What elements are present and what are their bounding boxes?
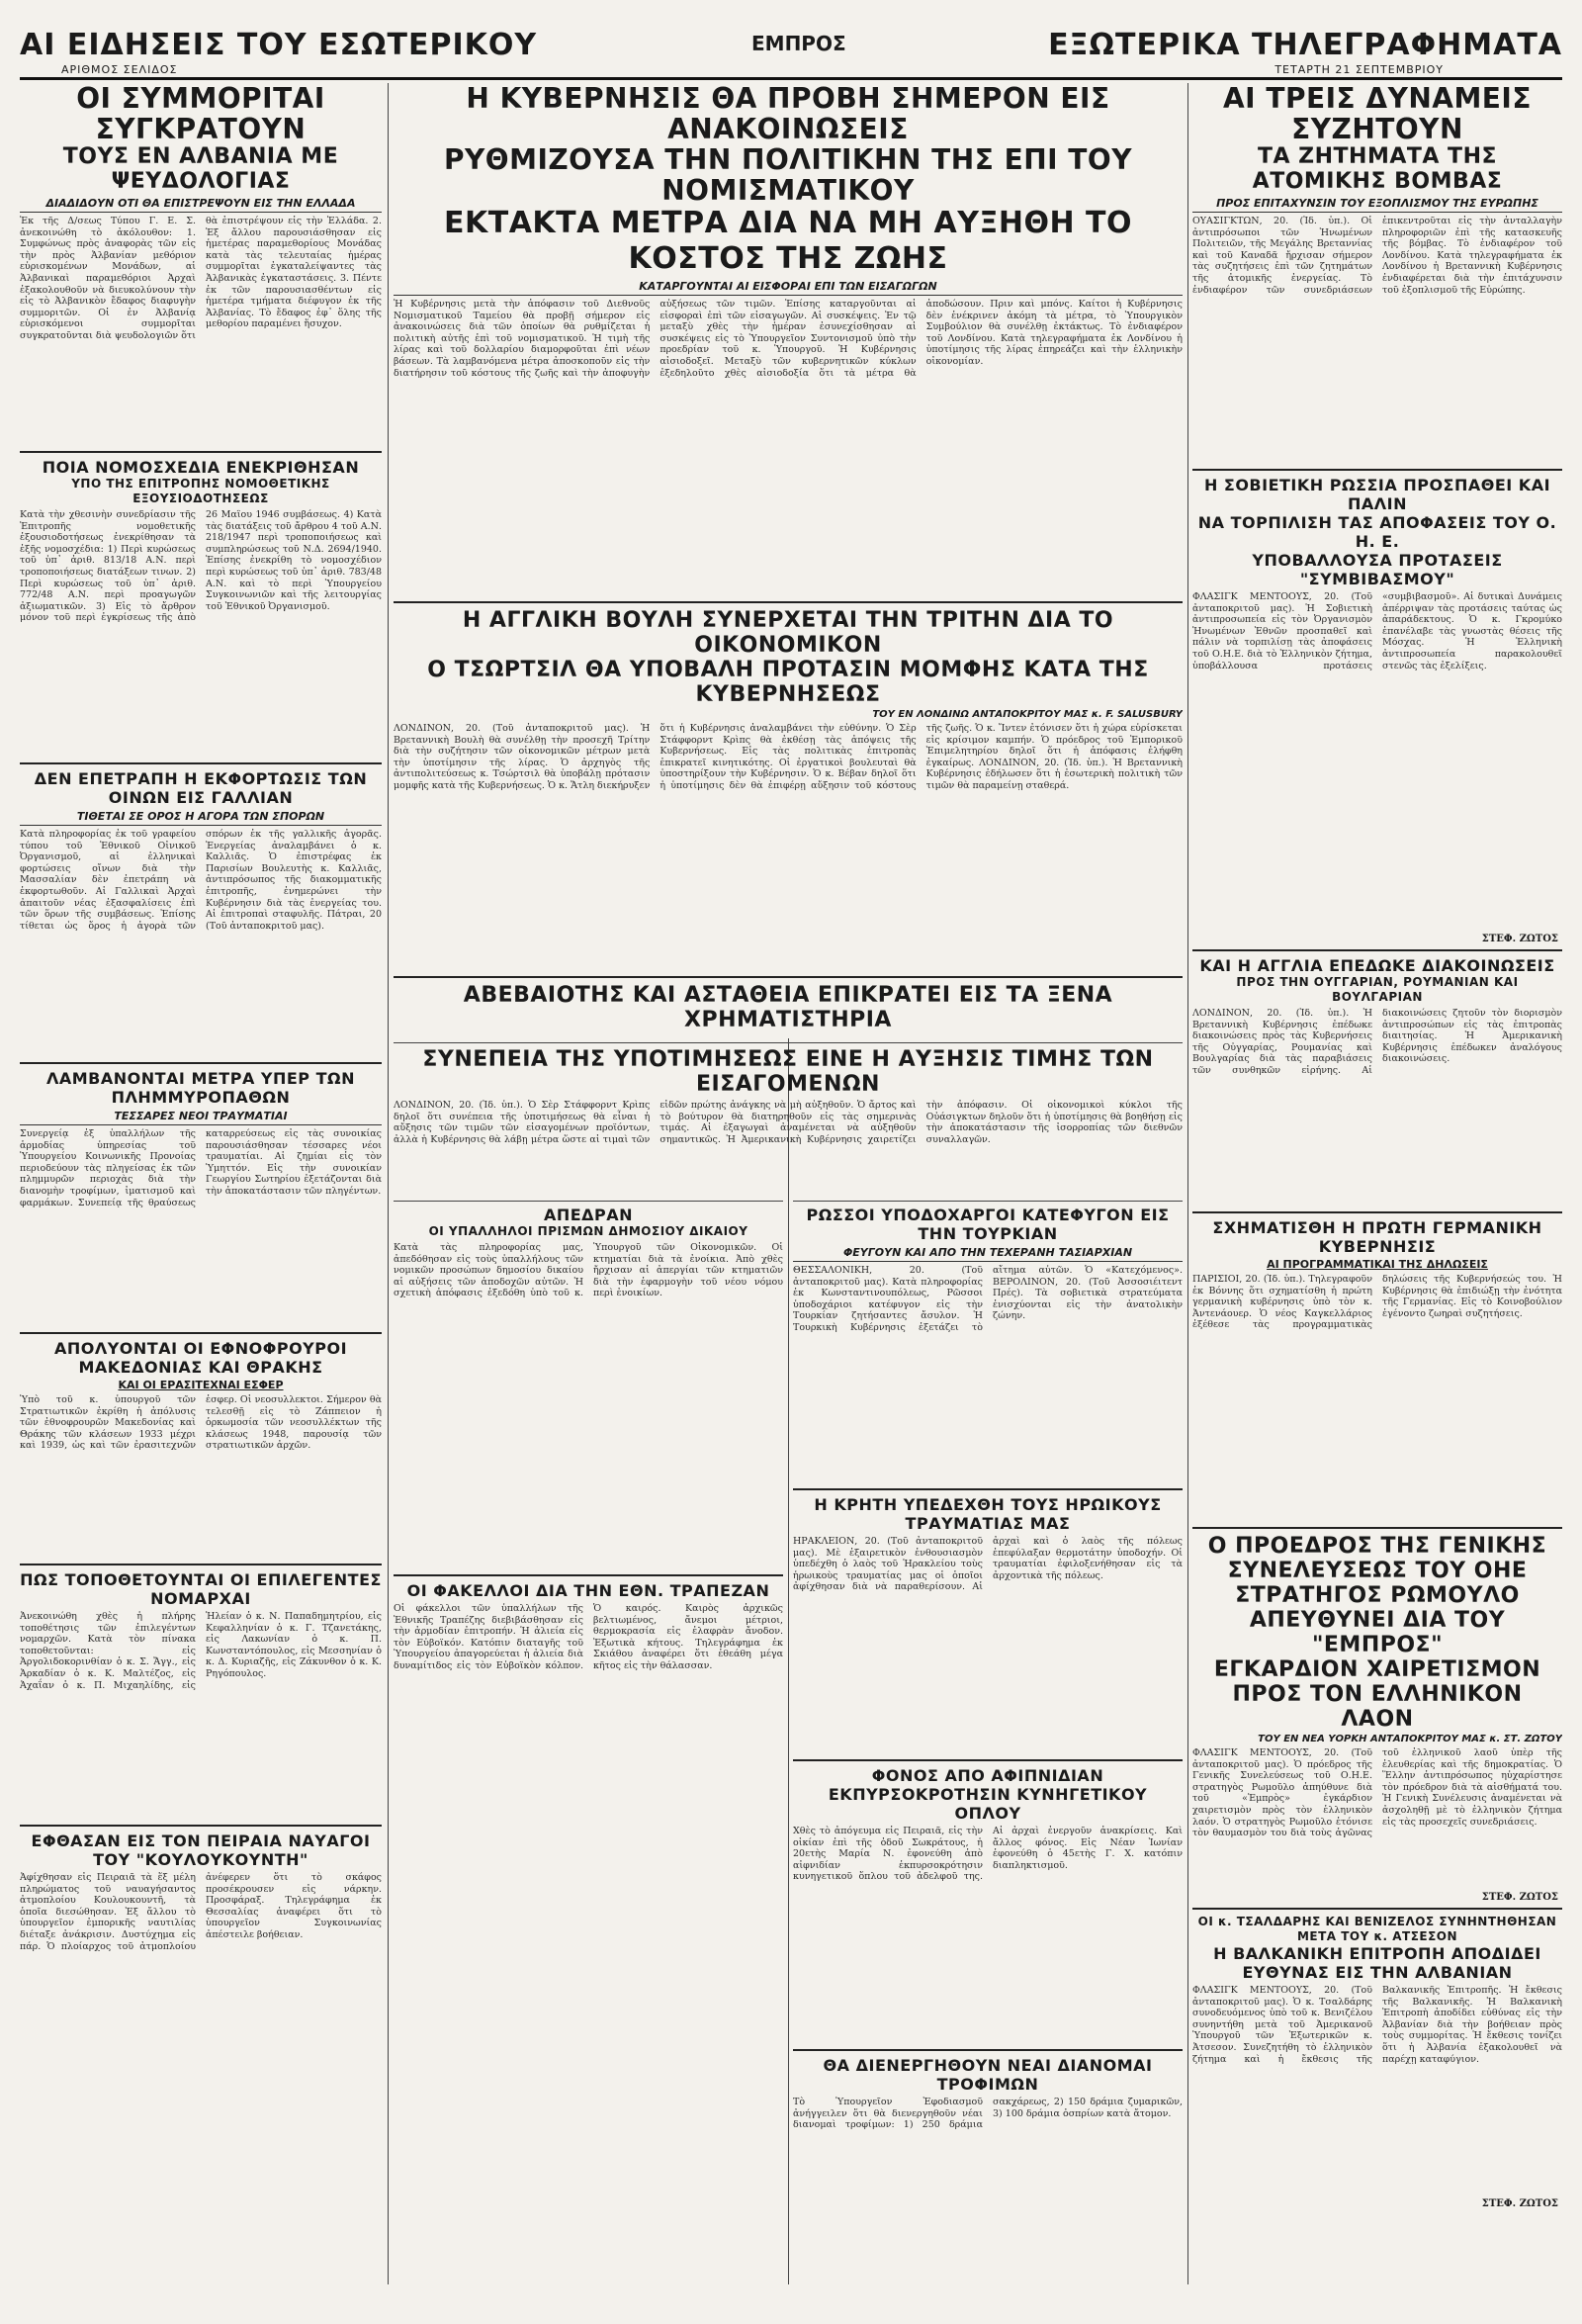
article-body: Κατὰ τὰς πληροφορίας μας, ἀπεδόθησαν εἰς τοὺς ὑπαλλήλους τῶν νομικῶν προσώπων δημοσίου δικαίου αἱ αὐξήσεις τῶν ἀποδοχῶν αὐτῶν. Ἡ σχετικὴ ἀπόφασις ἐξεδόθη ὑπὸ τοῦ κ. Ὑπουργοῦ τῶν Οἰκονομικῶν. Οἱ κτηματίαι διὰ τὰ ἐνοίκια. Ἀπὸ χθὲς ἤρχισαν αἱ ἀπεργίαι τῶν κτηματιῶν διὰ τὴν ἐφαρμογὴν τοῦ νέου νόμου περὶ ἐνοικίων.: [394, 1242, 783, 1299]
article-body: ΗΡΑΚΛΕΙΟΝ, 20. (Τοῦ ἀνταποκριτοῦ μας). Μὲ ἐξαιρετικὸν ἐνθουσιασμὸν ὑπεδέχθη ὁ λαὸς τοῦ Ἡρακλείου τοὺς ἡρωικοὺς τραυματίας μας οἱ ὁποῖοι ἀφίχθησαν διὰ νὰ παραθερίσουν. Αἱ ἀρχαὶ καὶ ὁ λαὸς τῆς πόλεως ἐπεφύλαξαν θερμοτάτην ὑποδοχήν. Οἱ τραυματίαι ἐφιλοξενήθησαν εἰς τὰ ἀρχοντικὰ τῆς πόλεως.: [793, 1536, 1183, 1593]
headline: ΕΓΚΑΡΔΙΟΝ ΧΑΙΡΕΤΙΣΜΟΝ ΠΡΟΣ ΤΟΝ ΕΛΛΗΝΙΚΟΝ ΛΑΟΝ: [1213, 1657, 1541, 1732]
article-body: ΘΕΣΣΑΛΟΝΙΚΗ, 20. (Τοῦ ἀνταποκριτοῦ μας). Κατὰ πληροφορίας ἐκ Κωνσταντινουπόλεως, Ρῶσσοι ὑποδοχάριοι κατέφυγον εἰς τὴν Τουρκίαν ζητήσαντες ἄσυλον. Ἡ Τουρκικὴ Κυβέρνησις ἐξετάζει τὸ αἴτημα αὐτῶν. Ὁ «Κατεχόμενος». ΒΕΡΟΛΙΝΟΝ, 20. (Τοῦ Ἀσσοσιέιτεντ Πρές). Τὰ σοβιετικὰ στρατεύματα ἐνισχύονται εἰς τὴν ἀνατολικὴν ζώνην.: [793, 1265, 1183, 1333]
lead-headline: ΕΚΤΑΚΤΑ ΜΕΤΡΑ ΔΙΑ ΝΑ ΜΗ ΑΥΞΗΘΗ ΤΟ ΚΟΣΤΟΣ ΤΗΣ ΖΩΗΣ: [444, 206, 1132, 276]
article-divider: [1192, 1908, 1562, 1910]
article-body: ΛΟΝΔΙΝΟΝ, 20. (Τοῦ ἀνταποκριτοῦ μας). Ἡ Βρεταννικὴ Βουλὴ θὰ συνέλθῃ τὴν προσεχῆ Τρίτην διὰ τὴν συζήτησιν τῶν οἰκονομικῶν μέτρων μετὰ τὴν ὑποτίμησιν τῆς λίρας. Ὁ ἀρχηγὸς τῆς ἀντιπολιτεύσεως κ. Τσώρτσιλ θὰ ὑποβάλῃ πρότασιν μομφῆς κατὰ τῆς Κυβερνήσεως. Ὁ κ. Ἄτλη διεκήρυξεν ὅτι ἡ Κυβέρνησις ἀναλαμβάνει τὴν εὐθύνην. Ὁ Σὲρ Στάφφορντ Κρὶπς θὰ ἐκθέσῃ τὰς ἀπόψεις τῆς Κυβερνήσεως. Εἰς τὰς πολιτικὰς ἐπιτροπὰς ἐπικρατεῖ κινητικότης. Οἱ ἐργατικοὶ βουλευταὶ θὰ ὑποστηρίξουν τὴν Κυβέρνησιν. Ὁ κ. Βέβαν δηλοῖ ὅτι ἡ ὑποτίμησις δὲν θὰ ἐπιφέρῃ αὔξησιν τοῦ κόστους τῆς ζωῆς. Ὁ κ. Ἴντεν ἐτόνισεν ὅτι ἡ χώρα εὑρίσκεται εἰς κρίσιμον καμπήν. Ὁ πρόεδρος τοῦ Ἐμπορικοῦ Ἐπιμελητηρίου δηλοῖ ὅτι ἡ ἀπόφασις ἐλήφθη ἐγκαίρως. ΛΟΝΔΙΝΟΝ, 20. (Ἰδ. ὑπ.). Ἡ Βρεταννικὴ Κυβέρνησις ἐδήλωσεν ὅτι ἡ ἐσωτερικὴ πολιτικὴ τῶν τιμῶν θὰ παραμείνῃ σταθερά.: [394, 723, 1183, 791]
headline: ΝΑ ΤΟΡΠΙΛΙΣΗ ΤΑΣ ΑΠΟΦΑΣΕΙΣ ΤΟΥ Ο. Η. Ε.: [1197, 513, 1557, 551]
headline: ΟΙ κ. ΤΣΑΛΔΑΡΗΣ ΚΑΙ ΒΕΝΙΖΕΛΟΣ ΣΥΝΗΝΤΗΘΗΣΑΝ ΜΕΤΑ ΤΟΥ κ. ΑΤΣΕΣΟΝ: [1197, 1915, 1557, 1943]
subheadline: ΤΕΣΣΑΡΕΣ ΝΕΟΙ ΤΡΑΥΜΑΤΙΑΙ: [20, 1110, 382, 1125]
article-body: ΦΛΑΣΙΓΚ ΜΕΝΤΟΟΥΣ, 20. (Τοῦ ἀνταποκριτοῦ μας). Ἡ Σοβιετικὴ ἀντιπροσωπεία εἰς τὸν Ὀργανισμὸν Ἡνωμένων Ἐθνῶν προσπαθεῖ καὶ πάλιν νὰ τορπιλίσῃ τὰς ἀποφάσεις τοῦ Ο.Η.Ε. διὰ τὸ Ἑλληνικὸν ζήτημα, ὑποβάλλουσα προτάσεις «συμβιβασμοῦ». Αἱ δυτικαὶ Δυνάμεις ἀπέρριψαν τὰς προτάσεις ταύτας ὡς ἀπαράδεκτους. Ὁ κ. Γκρομύκο ἐπανέλαβε τὰς γνωστὰς θέσεις τῆς Μόσχας. Ἡ Ἑλληνικὴ ἀντιπροσωπεία παρακολουθεῖ στενῶς τὰς ἐξελίξεις.: [1192, 591, 1562, 671]
author-signature: ΣΤΕΦ. ΖΩΤΟΣ: [1481, 2198, 1558, 2209]
headline: ΛΑΜΒΑΝΟΝΤΑΙ ΜΕΤΡΑ ΥΠΕΡ ΤΩΝ ΠΛΗΜΜΥΡΟΠΑΘΩΝ: [45, 1069, 356, 1107]
headline: ΠΡΟΣ ΤΗΝ ΟΥΓΓΑΡΙΑΝ, ΡΟΥΜΑΝΙΑΝ ΚΑΙ ΒΟΥΛΓΑΡΙΑΝ: [1236, 975, 1519, 1004]
article-body: Ἀφίχθησαν εἰς Πειραιᾶ τὰ ἕξ μέλη πληρώματος τοῦ ναυαγήσαντος ἀτμοπλοίου Κουλουκουντῆ, τὰ ὁποῖα διεσώθησαν. Ἐξ ἄλλου τὸ ὑπουργεῖον ἐμπορικῆς ναυτιλίας διέταξε ἀνάκρισιν. Δυστύχημα εἰς πάρ. Ὁ πλοίαρχος τοῦ ἀτμοπλοίου ἀνέφερεν ὅτι τὸ σκάφος προσέκρουσεν εἰς νάρκην. Προσφάραξ. Τηλεγράφημα ἐκ Θεσσαλίας ἀναφέρει ὅτι τὸ ὑπουργεῖον Συγκοινωνίας ἀπέστειλε βοήθειαν.: [20, 1872, 382, 1952]
headline: ΚΑΙ Η ΑΓΓΛΙΑ ΕΠΕΔΩΚΕ ΔΙΑΚΟΙΝΩΣΕΙΣ: [1199, 956, 1555, 975]
headline: ΕΦΘΑΣΑΝ ΕΙΣ ΤΟΝ ΠΕΙΡΑΙΑ ΝΑΥΑΓΟΙ ΤΟΥ "ΚΟΥΛΟΥΚΟΥΝΤΗ": [31, 1832, 371, 1869]
article-divider: [793, 2049, 1183, 2051]
headline: ΣΧΗΜΑΤΙΣΘΗ Η ΠΡΩΤΗ ΓΕΡΜΑΝΙΚΗ ΚΥΒΕΡΝΗΣΙΣ: [1212, 1218, 1542, 1256]
article-body: Συνεργείᾳ ἐξ ὑπαλλήλων τῆς ἁρμοδίας ὑπηρεσίας τοῦ Ὑπουργείου Κοινωνικῆς Προνοίας περιοδεύουν τὰς πληγείσας ἐκ τῶν πλημμυρῶν περιοχὰς διὰ τὴν διανομὴν τροφίμων, ἰματισμοῦ καὶ φαρμάκων. Συνεπείᾳ τῆς θραύσεως καταρρεύσεως εἰς τὰς συνοικίας παρουσιάσθησαν τέσσαρες νέοι τραυματίαι. Αἱ ζημίαι εἰς τὸν Ὑμηττόν. Εἰς τὴν συνοικίαν Γεωργίου Σωτηρίου ἐξετάζονται διὰ τὴν ἀποκατάστασιν τῶν πληγέντων.: [20, 1128, 382, 1208]
article-divider: [394, 1201, 783, 1202]
byline: ΤΟΥ ΕΝ ΝΕΑ ΥΟΡΚΗ ΑΝΤΑΠΟΚΡΙΤΟΥ ΜΑΣ κ. ΣΤ. ΖΩΤΟΥ: [1258, 1734, 1562, 1744]
headline: ΡΩΣΣΟΙ ΥΠΟΔΟΧΑΡΓΟΙ ΚΑΤΕΦΥΓΟΝ ΕΙΣ ΤΗΝ ΤΟΥΡΚΙΑΝ: [806, 1206, 1170, 1243]
author-signature: ΣΤΕΦ. ΖΩΤΟΣ: [1481, 1892, 1558, 1903]
headline: ΥΠΟΒΑΛΛΟΥΣΑ ΠΡΟΤΑΣΕΙΣ "ΣΥΜΒΙΒΑΣΜΟΥ": [1252, 551, 1503, 588]
headline: Η ΣΟΒΙΕΤΙΚΗ ΡΩΣΣΙΑ ΠΡΟΣΠΑΘΕΙ ΚΑΙ ΠΑΛΙΝ: [1203, 476, 1551, 513]
article-divider: [20, 1825, 382, 1827]
lead-headline: Η ΚΥΒΕΡΝΗΣΙΣ ΘΑ ΠΡΟΒΗ ΣΗΜΕΡΟΝ ΕΙΣ ΑΝΑΚΟΙΝΩΣΕΙΣ: [466, 83, 1110, 145]
section-title-domestic: ΑΙ ΕΙΔΗΣΕΙΣ ΤΟΥ ΕΣΩΤΕΡΙΚΟΥ: [20, 28, 538, 62]
headline: ΥΠΟ ΤΗΣ ΕΠΙΤΡΟΠΗΣ ΝΟΜΟΘΕΤΙΚΗΣ ΕΞΟΥΣΙΟΔΟΤΗΣΕΩΣ: [71, 477, 330, 505]
headline: ΑΠΟΛΥΟΝΤΑΙ ΟΙ ΕΦΝΟΦΡΟΥΡΟΙ ΜΑΚΕΔΟΝΙΑΣ ΚΑΙ ΘΡΑΚΗΣ: [53, 1339, 348, 1377]
column-lower-right: [793, 1197, 1183, 2284]
subheadline: ΔΙΑΔΙΔΟΥΝ ΟΤΙ ΘΑ ΕΠΙΣΤΡΕΨΟΥΝ ΕΙΣ ΤΗΝ ΕΛΛΑΔΑ: [20, 197, 382, 213]
headline: ΣΤΡΑΤΗΓΟΣ ΡΩΜΟΥΛΟ ΑΠΕΥΘΥΝΕΙ ΔΙΑ ΤΟΥ "ΕΜΠΡΟΣ": [1235, 1583, 1520, 1657]
article-divider: [394, 601, 1183, 603]
article-body: ΛΟΝΔΙΝΟΝ, 20. (Ἰδ. ὑπ.). Ἡ Βρεταννικὴ Κυβέρνησις ἐπέδωκε διακοινώσεις πρὸς τὰς Κυβερνήσεις τῆς Οὐγγαρίας, Ρουμανίας καὶ Βουλγαρίας διὰ τὰς παραβιάσεις τῶν συνθηκῶν εἰρήνης. Αἱ διακοινώσεις ζητοῦν τὸν διορισμὸν ἀντιπροσώπων εἰς τὰς ἐπιτροπὰς διαιτησίας. Ἡ Ἀμερικανικὴ Κυβέρνησις ἐπέδωκεν ἀναλόγους διακοινώσεις.: [1192, 1008, 1562, 1076]
headline: ΑΠΕΔΡΑΝ: [543, 1206, 634, 1224]
headline: ΘΑ ΔΙΕΝΕΡΓΗΘΟΥΝ ΝΕΑΙ ΔΙΑΝΟΜΑΙ ΤΡΟΦΙΜΩΝ: [823, 2056, 1153, 2094]
headline: Η ΑΓΓΛΙΚΗ ΒΟΥΛΗ ΣΥΝΕΡΧΕΤΑΙ ΤΗΝ ΤΡΙΤΗΝ ΔΙΑ ΤΟ ΟΙΚΟΝΟΜΙΚΟΝ: [462, 608, 1114, 658]
article-body: Ἐκ τῆς Δ/σεως Τύπου Γ. Ε. Σ. ἀνεκοινώθη τὸ ἀκόλουθον: 1. Συμφώνως πρὸς ἀναφορὰς τῶν εἰς τὴν πρὸς Ἀλβανίαν μεθόριον εὑρισκομένων Μονάδων, αἱ Ἀλβανικαὶ παραμεθόριοι Ἀρχαὶ ἐξακολουθοῦν νὰ διευκολύνουν τὴν εἰς τὸ Ἀλβανικὸν ἔδαφος διαφυγὴν συμμοριτῶν. Οἱ ἐν Ἀλβανίᾳ εὑρισκόμενοι συμμορῖται συγκρατοῦνται διὰ ψευδολογιῶν ὅτι θὰ ἐπιστρέψουν εἰς τὴν Ἑλλάδα. 2. Ἐξ ἄλλου παρουσιάσθησαν εἰς ἡμετέρας παραμεθορίους Μονάδας κατὰ τὰς τελευταίας ἡμέρας συμμορῖται ἐγκαταλείψαντες τὰς Ἀλβανικὰς ἐγκαταστάσεις. 3. Πέντε ἐκ τῶν παρουσιασθέντων εἰς ἡμετέρα τμήματα διέφυγον ἐκ τῆς Ἀλβανίας. Τὸ ἔδαφος ἐφ᾽ ὅλης τῆς μεθορίου παραμένει ἥσυχον.: [20, 216, 382, 341]
headline: ΑΒΕΒΑΙΟΤΗΣ ΚΑΙ ΑΣΤΑΘΕΙΑ ΕΠΙΚΡΑΤΕΙ ΕΙΣ ΤΑ ΞΕΝΑ ΧΡΗΜΑΤΙΣΤΗΡΙΑ: [463, 983, 1113, 1032]
subheadline: ΦΕΥΓΟΥΝ ΚΑΙ ΑΠΟ ΤΗΝ ΤΕΧΕΡΑΝΗ ΤΑΣΙΑΡΧΙΑΝ: [793, 1246, 1183, 1262]
newspaper-page: [20, 20, 1562, 2284]
headline: Η ΒΑΛΚΑΝΙΚΗ ΕΠΙΤΡΟΠΗ ΑΠΟΔΙΔΕΙ ΕΥΘΥΝΑΣ ΕΙΣ ΤΗΝ ΑΛΒΑΝΙΑΝ: [1213, 1944, 1541, 1982]
article-divider: [394, 1042, 1183, 1043]
page-number-label: ΑΡΙΘΜΟΣ ΣΕΛΙΔΟΣ: [61, 63, 178, 76]
article-body: ΛΟΝΔΙΝΟΝ, 20. (Ἰδ. ὑπ.). Ὁ Σὲρ Στάφφορντ Κρὶπς δηλοῖ ὅτι συνέπεια τῆς ὑποτιμήσεως θὰ εἶναι ἡ αὔξησις τῶν τιμῶν τῶν εἰσαγομένων προϊόντων, ἀλλὰ ἡ Κυβέρνησις θὰ λάβῃ μέτρα ὥστε αἱ τιμαὶ τῶν εἰδῶν πρώτης ἀνάγκης νὰ μὴ αὐξηθοῦν. Ὁ ἄρτος καὶ τὸ βούτυρον θὰ διατηρηθοῦν εἰς τὰς σημερινὰς τιμάς. Αἱ ἐξαγωγαὶ ἀναμένεται νὰ αὐξηθοῦν σημαντικῶς. Ἡ Ἀμερικανικὴ Κυβέρνησις χαιρετίζει τὴν ἀπόφασιν. Οἱ οἰκονομικοὶ κύκλοι τῆς Οὐάσιγκτων δηλοῦν ὅτι ἡ ὑποτίμησις θὰ βοηθήσῃ εἰς τὴν ἀποκατάστασιν τῆς ἰσορροπίας τῶν διεθνῶν συναλλαγῶν.: [394, 1100, 1183, 1145]
headline: Η ΚΡΗΤΗ ΥΠΕΔΕΧΘΗ ΤΟΥΣ ΗΡΩΙΚΟΥΣ ΤΡΑΥΜΑΤΙΑΣ ΜΑΣ: [814, 1495, 1162, 1533]
article-divider: [1192, 949, 1562, 951]
newspaper-name: ΕΜΠΡΟΣ: [751, 32, 846, 55]
column-divider: [788, 1038, 789, 2284]
article-divider: [793, 1201, 1183, 1202]
subheadline: ΑΙ ΠΡΟΓΡΑΜΜΑΤΙΚΑΙ ΤΗΣ ΔΗΛΩΣΕΙΣ: [1267, 1258, 1488, 1271]
article-body: Τὸ Ὑπουργεῖον Ἐφοδιασμοῦ ἀνήγγειλεν ὅτι θὰ διενεργηθοῦν νέαι διανομαὶ τροφίμων: 1) 250 δράμια σακχάρεως, 2) 150 δράμια ζυμαρικῶν, 3) 100 δράμια ὀσπρίων κατὰ ἄτομον.: [793, 2097, 1183, 2131]
article-body: ΠΑΡΙΣΙΟΙ, 20. (Ἰδ. ὑπ.). Τηλεγραφοῦν ἐκ Βόννης ὅτι σχηματίσθη ἡ πρώτη γερμανικὴ κυβέρνησις ὑπὸ τὸν κ. Ἀντενάουερ. Ὁ νέος Καγκελλάριος ἐξέθεσε τὰς προγραμματικὰς δηλώσεις τῆς Κυβερνήσεώς του. Ἡ Κυβέρνησις θὰ ἐπιδιώξῃ τὴν ἐνότητα τῆς Γερμανίας. Εἰς τὸ Κοινοβούλιον ἐγένοντο ζωηραὶ συζητήσεις.: [1192, 1274, 1562, 1331]
article-body: Χθὲς τὸ ἀπόγευμα εἰς Πειραιᾶ, εἰς τὴν οἰκίαν ἐπὶ τῆς ὁδοῦ Σωκράτους, ἡ 20ετὴς Μαρία Ν. ἐφονεύθη ἀπὸ αἰφνιδίαν ἐκπυρσοκρότησιν κυνηγετικοῦ ὅπλου τοῦ ἀδελφοῦ της. Αἱ ἀρχαὶ ἐνεργοῦν ἀνακρίσεις. Καὶ ἄλλος φόνος. Εἰς Νέαν Ἰωνίαν ἐφονεύθη ὁ 45ετὴς Γ. Χ. κατόπιν διαπληκτισμοῦ.: [793, 1826, 1183, 1883]
headline: Ο ΤΣΩΡΤΣΙΛ ΘΑ ΥΠΟΒΑΛΗ ΠΡΟΤΑΣΙΝ ΜΟΜΦΗΣ ΚΑΤΑ ΤΗΣ ΚΥΒΕΡΝΗΣΕΩΣ: [427, 658, 1149, 707]
article-body: ΟΥΑΣΙΓΚΤΩΝ, 20. (Ἰδ. ὑπ.). Οἱ ἀντιπρόσωποι τῶν Ἡνωμένων Πολιτειῶν, τῆς Μεγάλης Βρεταννίας καὶ τοῦ Καναδᾶ ἤρχισαν σήμερον τὰς συζητήσεις ἐπὶ τῶν ζητημάτων τῆς ἀτομικῆς ἐνεργείας. Τὸ ἐνδιαφέρον τῶν συνεδριάσεων ἐπικεντροῦται εἰς τὴν ἀνταλλαγὴν πληροφοριῶν ἐπὶ τῆς κατασκευῆς τῆς βόμβας. Τὸ ἐνδιαφέρον τοῦ Λονδίνου. Κατὰ τηλεγραφήματα ἐκ Λονδίνου ἡ Βρεταννικὴ Κυβέρνησις ἐνδιαφέρεται διὰ τὴν ἐπιτάχυνσιν τοῦ ἐξοπλισμοῦ τῆς Εὐρώπης.: [1192, 216, 1562, 296]
byline: ΤΟΥ ΕΝ ΛΟΝΔΙΝΩ ΑΝΤΑΠΟΚΡΙΤΟΥ ΜΑΣ κ. F. SALUSBURY: [872, 709, 1183, 720]
article-divider: [20, 1332, 382, 1334]
article-body: Ἡ Κυβέρνησις μετὰ τὴν ἀπόφασιν τοῦ Διεθνοῦς Νομισματικοῦ Ταμείου θὰ προβῇ σήμερον εἰς ἀνακοινώσεις διὰ τῶν ὁποίων θὰ ρυθμίζεται ἡ πολιτικὴ αὐτῆς ἐπὶ τοῦ νομισματικοῦ. Ἡ τιμὴ τῆς λίρας καὶ τοῦ δολλαρίου διαμορφοῦται ἐπὶ νέων βάσεων. Τὰ λαμβανόμενα μέτρα ἀποσκοποῦν εἰς τὴν διατήρησιν τοῦ κόστους τῆς ζωῆς καὶ τὴν ἀποφυγὴν αὐξήσεως τῶν τιμῶν. Ἐπίσης καταργοῦνται αἱ εἰσφοραὶ ἐπὶ τῶν εἰσαγωγῶν. Αἱ συσκέψεις. Ἐν τῷ μεταξὺ χθὲς τὴν ἡμέραν ἐσυνεχίσθησαν αἱ συσκέψεις εἰς τὸ Ὑπουργεῖον Συντονισμοῦ ὑπὸ τὴν προεδρίαν τοῦ κ. Ὑπουργοῦ. Ἡ Κυβέρνησις αἰσιοδοξεῖ. Μεταξὺ τῶν κυβερνητικῶν κύκλων ἐξεδηλοῦτο χθὲς αἰσιοδοξία ὅτι τὰ μέτρα θὰ ἀποδώσουν. Πριν καὶ μπόνς. Καίτοι ἡ Κυβέρνησις δὲν ἐνέκρινεν ἀκόμη τὰ μέτρα, τὸ Ὑπουργικὸν Συμβούλιον θὰ συνέλθῃ ἐκτάκτως. Τὸ ἐνδιαφέρον τοῦ Λονδίνου. Κατὰ τηλεγραφήματα ἐκ Λονδίνου ἡ ὑποτίμησις τῆς λίρας ἐπηρεάζει καὶ τὴν ἑλληνικὴν οἰκονομίαν.: [394, 299, 1183, 379]
headline: Ο ΠΡΟΕΔΡΟΣ ΤΗΣ ΓΕΝΙΚΗΣ ΣΥΝΕΛΕΥΣΕΩΣ ΤΟΥ ΟΗΕ: [1207, 1534, 1547, 1583]
headline: ΠΩΣ ΤΟΠΟΘΕΤΟΥΝΤΑΙ ΟΙ ΕΠΙΛΕΓΕΝΤΕΣ ΝΟΜΑΡΧΑΙ: [20, 1570, 382, 1608]
headline: ΔΕΝ ΕΠΕΤΡΑΠΗ Η ΕΚΦΟΡΤΩΣΙΣ ΤΩΝ ΟΙΝΩΝ ΕΙΣ ΓΑΛΛΙΑΝ: [34, 769, 368, 807]
article-divider: [793, 1488, 1183, 1490]
subheadline: ΠΡΟΣ ΕΠΙΤΑΧΥΝΣΙΝ ΤΟΥ ΕΞΟΠΛΙΣΜΟΥ ΤΗΣ ΕΥΡΩΠΗΣ: [1192, 197, 1562, 213]
lead-headline: ΡΥΘΜΙΖΟΥΣΑ ΤΗΝ ΠΟΛΙΤΙΚΗΝ ΤΗΣ ΕΠΙ ΤΟΥ ΝΟΜΙΣΜΑΤΙΚΟΥ: [444, 143, 1132, 207]
story-area: [394, 1038, 1183, 1187]
section-title-foreign: ΕΞΩΤΕΡΙΚΑ ΤΗΛΕΓΡΑΦΗΜΑΤΑ: [1048, 28, 1562, 62]
article-body: Κατὰ πληροφορίας ἐκ τοῦ γραφείου τύπου τοῦ Ἐθνικοῦ Οἰνικοῦ Ὀργανισμοῦ, αἱ ἑλληνικαὶ φορτώσεις οἴνων διὰ τὴν Μασσαλίαν δὲν ἐπετράπη νὰ ἐκφορτωθοῦν. Αἱ Γαλλικαὶ Ἀρχαὶ ἀπαιτοῦν νέας ἐξασφαλίσεις ἐπὶ τῶν ὅρων τῆς συμβάσεως. Ἐπίσης τίθεται ὡς ὅρος ἡ ἀγορὰ τῶν σπόρων ἐκ τῆς γαλλικῆς ἀγορᾶς. Ἐνεργείας ἀναλαμβάνει ὁ κ. Καλλιᾶς. Ὁ ἐπιστρέφας ἐκ Παρισίων Βουλευτὴς κ. Καλλιᾶς, ἀντιπρόσωπος τῆς διακομματικῆς ἐπιτροπῆς, ἐνημερώνει τὴν Κυβέρνησιν διὰ τὰς ἐνεργείας του. Αἱ ἐπιτροπαὶ σταφυλῆς. Πάτραι, 20 (Τοῦ ἀνταποκριτοῦ μας).: [20, 829, 382, 932]
masthead: [20, 20, 1562, 75]
column-domestic: [20, 83, 382, 2284]
headline: ΑΙ ΤΡΕΙΣ ΔΥΝΑΜΕΙΣ ΣΥΖΗΤΟΥΝ: [1223, 83, 1532, 145]
column-foreign: [1192, 83, 1562, 2284]
article-body: Οἱ φάκελλοι τῶν ὑπαλλήλων τῆς Ἐθνικῆς Τραπέζης διεβιβάσθησαν εἰς τὴν ἁρμοδίαν ἐπιτροπήν. Ἡ ἀλιεία εἰς τὸν Εὐβοϊκόν. Κατόπιν διαταγῆς τοῦ Ὑπουργείου ἀπαγορεύεται ἡ ἀλιεία διὰ δυναμίτιδος εἰς τὸν Εὐβοϊκὸν κόλπον. Ὁ καιρός. Καιρὸς ἀρχικῶς βελτιωμένος, ἄνεμοι μέτριοι, θερμοκρασία εἰς ἐλαφρὰν ἄνοδον. Ἐξωτικὰ κήτους. Τηλεγράφημα ἐκ Σκιάθου ἀναφέρει ὅτι ἐθεάθη μέγα κῆτος εἰς τὴν θάλασσαν.: [394, 1603, 783, 1671]
subheadline: ΚΑΙ ΟΙ ΕΡΑΣΙΤΕΧΝΑΙ ΕΣΦΕΡ: [118, 1379, 284, 1391]
headline: ΟΙ ΥΠΑΛΛΗΛΟΙ ΠΡΙΣΜΩΝ ΔΗΜΟΣΙΟΥ ΔΙΚΑΙΟΥ: [428, 1224, 748, 1238]
headline: ΠΟΙΑ ΝΟΜΟΣΧΕΔΙΑ ΕΝΕΚΡΙΘΗΣΑΝ: [42, 458, 360, 477]
issue-date: ΤΕΤΑΡΤΗ 21 ΣΕΠΤΕΜΒΡΙΟΥ: [1274, 63, 1444, 76]
article-divider: [20, 1564, 382, 1565]
article-divider: [20, 451, 382, 453]
headline: ΟΙ ΣΥΜΜΟΡΙΤΑΙ ΣΥΓΚΡΑΤΟΥΝ: [76, 83, 325, 145]
lead-subheadline: ΚΑΤΑΡΓΟΥΝΤΑΙ ΑΙ ΕΙΣΦΟΡΑΙ ΕΠΙ ΤΩΝ ΕΙΣΑΓΩΓΩΝ: [394, 280, 1183, 296]
column-divider: [1187, 83, 1188, 2284]
column-lower-left: [394, 1197, 783, 2284]
article-divider: [394, 976, 1183, 978]
headline: ΤΟΥΣ ΕΝ ΑΛΒΑΝΙΑ ΜΕ ΨΕΥΔΟΛΟΓΙΑΣ: [62, 144, 339, 194]
headline: ΦΟΝΟΣ ΑΠΟ ΑΦΙΠΝΙΔΙΑΝ ΕΚΠΥΡΣΟΚΡΟΤΗΣΙΝ ΚΥΝΗΓΕΤΙΚΟΥ ΟΠΛΟΥ: [828, 1766, 1148, 1823]
article-divider: [20, 1062, 382, 1064]
author-signature: ΣΤΕΦ. ΖΩΤΟΣ: [1481, 934, 1558, 944]
article-body: ΦΛΑΣΙΓΚ ΜΕΝΤΟΟΥΣ, 20. (Τοῦ ἀνταποκριτοῦ μας). Ὁ κ. Τσαλδάρης συνοδευόμενος ὑπὸ τοῦ κ. Βενιζέλου συνηντήθη μετὰ τοῦ Ἀμερικανοῦ Ὑπουργοῦ τῶν Ἐξωτερικῶν κ. Ἀτσεσον. Συνεζητήθη τὸ ἑλληνικὸν ζήτημα καὶ ἡ ἔκθεσις τῆς Βαλκανικῆς Ἐπιτροπῆς. Ἡ ἔκθεσις τῆς Βαλκανικῆς. Ἡ Βαλκανικὴ Ἐπιτροπὴ ἀποδίδει εὐθύνας εἰς τὴν Ἀλβανίαν διὰ τὴν βοήθειαν πρὸς τοὺς συμμορίτας. Ἡ ἔκθεσις τονίζει ὅτι ἡ Ἀλβανία ἐξακολουθεῖ νὰ παρέχῃ καταφύγιον.: [1192, 1985, 1562, 2065]
headline: ΟΙ ΦΑΚΕΛΛΟΙ ΔΙΑ ΤΗΝ ΕΘΝ. ΤΡΑΠΕΖΑΝ: [406, 1581, 770, 1600]
article-divider: [20, 762, 382, 764]
headline: ΣΥΝΕΠΕΙΑ ΤΗΣ ΥΠΟΤΙΜΗΣΕΩΣ ΕΙΝΕ Η ΑΥΞΗΣΙΣ ΤΙΜΗΣ ΤΩΝ ΕΙΣΑΓΟΜΕΝΩΝ: [422, 1047, 1154, 1097]
article-body: Ὑπὸ τοῦ κ. ὑπουργοῦ τῶν Στρατιωτικῶν ἐκρίθη ἡ ἀπόλυσις τῶν ἐθνοφρουρῶν Μακεδονίας καὶ Θράκης τῶν κλάσεων 1933 μέχρι καὶ 1939, ὡς καὶ τῶν ἐρασιτεχνῶν ἐσφερ. Οἱ νεοσυλλεκτοι. Σήμερον θὰ τελεσθῇ εἰς τὸ Ζάππειον ἡ ὁρκωμοσία τῶν νεοσυλλέκτων τῆς κλάσεως 1948, παρουσίᾳ τῶν στρατιωτικῶν ἀρχῶν.: [20, 1394, 382, 1452]
article-body: Ἀνεκοινώθη χθὲς ἡ πλήρης τοποθέτησις τῶν ἐπιλεγέντων νομαρχῶν. Κατὰ τὸν πίνακα τοποθετοῦνται: εἰς Ἀργολιδοκορινθίαν ὁ κ. Σ. Ἄγγ., εἰς Ἀρκαδίαν ὁ κ. Κ. Μαλτέζος, εἰς Ἀχαΐαν ὁ κ. Π. Μιχαηλίδης, εἰς Ἡλείαν ὁ κ. Ν. Παπαδημητρίου, εἰς Κεφαλληνίαν ὁ κ. Γ. Τζανετάκης, εἰς Λακωνίαν ὁ κ. Π. Κωνσταντόπουλος, εἰς Μεσσηνίαν ὁ κ. Δ. Κυριαζῆς, εἰς Ζάκυνθον ὁ κ. Κ. Ρηγόπουλος.: [20, 1611, 382, 1691]
masthead-rule: [20, 77, 1562, 80]
article-divider: [394, 1574, 783, 1576]
column-divider: [388, 83, 389, 2284]
article-divider: [1192, 1527, 1562, 1529]
lead-story-area: [394, 83, 1183, 1032]
article-divider: [793, 1759, 1183, 1761]
article-body: ΦΛΑΣΙΓΚ ΜΕΝΤΟΟΥΣ, 20. (Τοῦ ἀνταποκριτοῦ μας). Ὁ πρόεδρος τῆς Γενικῆς Συνελεύσεως τοῦ Ο.Η.Ε. στρατηγὸς Ρωμοῦλο ἀπηύθυνε διὰ τοῦ «Ἐμπρὸς» ἐγκάρδιον χαιρετισμὸν πρὸς τὸν ἑλληνικὸν λαόν. Ὁ στρατηγὸς Ρωμοῦλο ἐτόνισε τὸν θαυμασμὸν του διὰ τοὺς ἀγῶνας τοῦ ἑλληνικοῦ λαοῦ ὑπὲρ τῆς ἐλευθερίας καὶ τῆς δημοκρατίας. Ὁ Ἕλλην ἀντιπρόσωπος ηὐχαρίστησε τὸν πρόεδρον διὰ τὰ αἰσθήματά του. Ἡ Γενικὴ Συνέλευσις ἀναμένεται νὰ ἀσχοληθῇ μὲ τὸ ἑλληνικὸν ζήτημα εἰς τὰς προσεχεῖς συνεδριάσεις.: [1192, 1747, 1562, 1839]
article-divider: [1192, 1211, 1562, 1213]
headline: ΤΑ ΖΗΤΗΜΑΤΑ ΤΗΣ ΑΤΟΜΙΚΗΣ ΒΟΜΒΑΣ: [1252, 144, 1503, 194]
article-divider: [1192, 469, 1562, 471]
subheadline: ΤΙΘΕΤΑΙ ΣΕ ΟΡΟΣ Η ΑΓΟΡΑ ΤΩΝ ΣΠΟΡΩΝ: [20, 810, 382, 826]
article-body: Κατὰ τὴν χθεσινὴν συνεδρίασιν τῆς Ἐπιτροπῆς νομοθετικῆς ἐξουσιοδοτήσεως ἐνεκρίθησαν τὰ ἑξῆς νομοσχέδια: 1) Περὶ κυρώσεως τοῦ ὑπ᾽ ἀριθ. 813/18 Α.Ν. περὶ τροποποιήσεως διατάξεων τινων. 2) Περὶ κυρώσεως τοῦ ὑπ᾽ ἀριθ. 772/48 Α.Ν. περὶ προαγωγῶν ἀξιωματικῶν. 3) Εἰς τὸ ἄρθρον μόνον τοῦ περὶ ἐγκρίσεως τῆς ἀπὸ 26 Μαΐου 1946 συμβάσεως. 4) Κατὰ τὰς διατάξεις τοῦ ἄρθρου 4 τοῦ Α.Ν. 218/1947 περὶ τροποποιήσεως καὶ συμπληρώσεως τοῦ Ν.Δ. 2694/1940. Ἐπίσης ἐνεκρίθη τὸ νομοσχέδιον περὶ κυρώσεως τοῦ ὑπ᾽ ἀριθ. 783/48 Α.Ν. καὶ τὸ περὶ Ὑπουργείου Συγκοινωνιῶν καὶ τῆς λειτουργίας τοῦ Ἐθνικοῦ Ὀργανισμοῦ.: [20, 509, 382, 624]
